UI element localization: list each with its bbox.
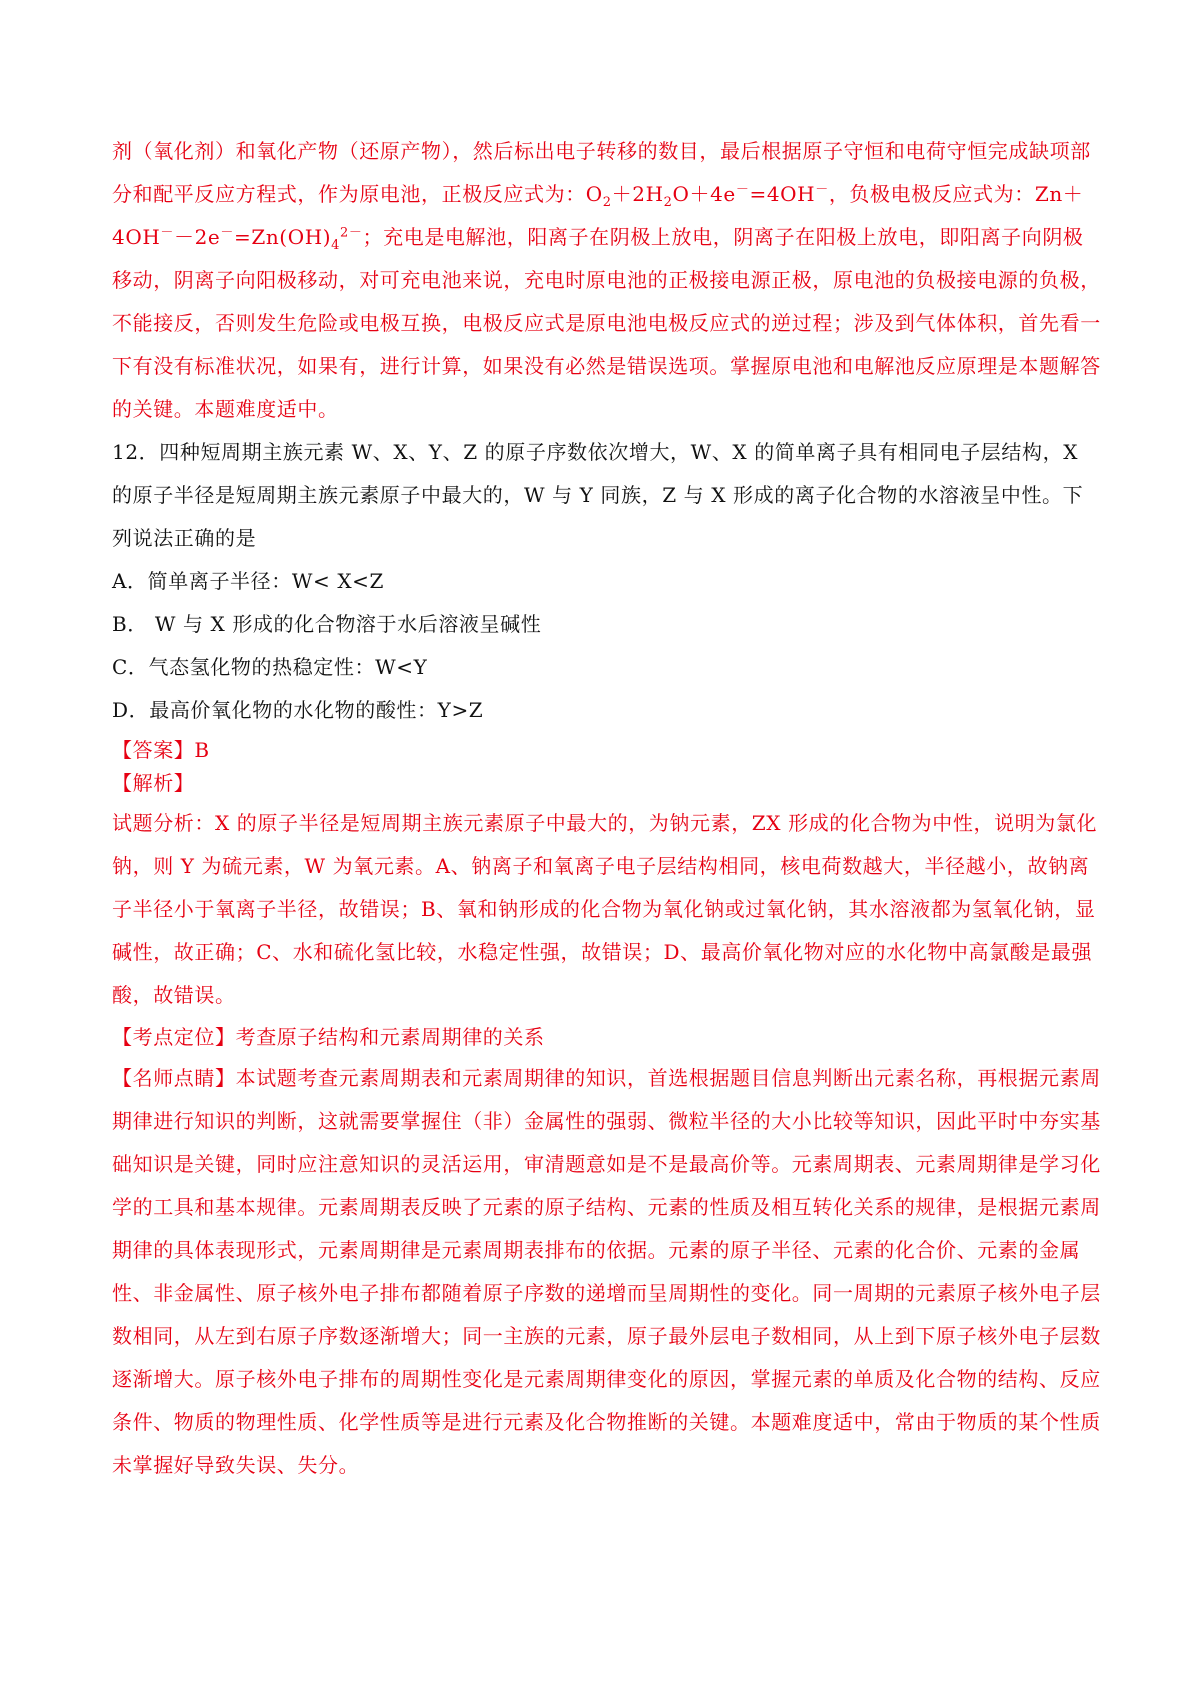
answer-value: B xyxy=(194,738,210,762)
continuation-text: O＋4e xyxy=(672,182,736,206)
previous-analysis-continuation xyxy=(112,130,1102,431)
option-a: A．简单离子半径：W< X<Z xyxy=(112,569,385,593)
continuation-text: －2e xyxy=(173,225,221,249)
analysis-text: 试题分析：X 的原子半径是短周期主族元素原子中最大的，为钠元素，ZX 形成的化合物为中性，说明为氯化钠，则 Y 为硫元素，W 为氧元素。A、钠离子和氧离子电子层结构相同，核电荷数越大，半径越小，故钠离子半径小于氧离子半径，故错误；B、氧和钠形成的化合物为氧化钠或过氧化钠，其水溶液都为氢氧化钠，显碱性，故正确；C、水和硫化氢比较，水稳定性强，故错误；D、最高价氧化物对应的水化物中高氯酸是最强酸，故错误。 xyxy=(112,811,1098,1007)
answer-line xyxy=(112,734,1102,767)
page-content xyxy=(112,130,1102,1487)
teacher-note-text: 本试题考查元素周期表和元素周期律的知识，首选根据题目信息判断出元素名称，再根据元素周期律进行知识的判断，这就需要掌握住（非）金属性的强弱、微粒半径的大小比较等知识，因此平时中夯实基础知识是关键，同时应注意知识的灵活运用，审清题意如是不是最高价等。元素周期表、元素周期律是学习化学的工具和基本规律。元素周期表反映了元素的原子结构、元素的性质及相互转化关系的规律，是根据元素周期律的具体表现形式，元素周期律是元素周期表排布的依据。元素的原子半径、元素的化合价、元素的金属性、非金属性、原子核外电子排布都随着原子序数的递增而呈周期性的变化。同一周期的元素原子核外电子层数相同，从左到右原子序数逐渐增大；同一主族的元素，原子最外层电子数相同，从上到下原子核外电子层数逐渐增大。原子核外电子排布的周期性变化是元素周期律变化的原因，掌握元素的单质及化合物的结构、反应条件、物质的物理性质、化学性质等是进行元素及化合物推断的关键。本题难度适中，常由于物质的某个性质未掌握好导致失误、失分。 xyxy=(112,1066,1101,1477)
continuation-text: =Zn(OH) xyxy=(233,225,332,249)
superscript: － xyxy=(815,182,829,198)
superscript: － xyxy=(220,225,234,241)
option-d: D．最高价氧化物的水化物的酸性：Y>Z xyxy=(112,698,484,722)
subscript: 4 xyxy=(331,238,341,253)
continuation-text: 剂（氧化剂）和氧化产物（还原产物），然后标出电子转移的数目，最后根据原子守恒和电荷守恒完成缺项部分和配平反应方程式，作为原电池，正极反应式为：O xyxy=(112,139,1091,206)
superscript: － xyxy=(160,225,174,241)
continuation-text: ＋2H xyxy=(611,182,664,206)
teacher-note-line xyxy=(112,1057,1102,1487)
subscript: 2 xyxy=(602,195,612,210)
subscript: 2 xyxy=(663,195,673,210)
superscript: － xyxy=(735,182,750,198)
teacher-note-label: 【名师点睛】 xyxy=(112,1066,236,1090)
answer-label: 【答案】 xyxy=(112,738,195,762)
option-b: B． W 与 X 形成的化合物溶于水后溶液呈碱性 xyxy=(112,612,542,636)
superscript: 2－ xyxy=(340,225,363,241)
exam-point-label: 【考点定位】 xyxy=(112,1025,236,1049)
question-stem: 12．四种短周期主族元素 W、X、Y、Z 的原子序数依次增大，W、X 的简单离子具有相同电子层结构，X 的原子半径是短周期主族元素原子中最大的，W 与 Y 同族，Z 与 X 形成的离子化合物的水溶液呈中性。下列说法正确的是 xyxy=(112,440,1084,550)
exam-point-text: 考查原子结构和元素周期律的关系 xyxy=(235,1025,545,1049)
option-c: C．气态氢化物的热稳定性：W<Y xyxy=(112,655,428,679)
analysis-label: 【解析】 xyxy=(112,771,195,795)
continuation-text: ；充电是电解池，阳离子在阴极上放电，阴离子在阳极上放电，即阳离子向阴极移动，阴离子向阳极移动，对可充电池来说，充电时原电池的正极接电源正极，原电池的负极接电源的负极，不能接反，否则发生危险或电极互换，电极反应式是原电池电极反应式的逆过程；涉及到气体体积，首先看一下有没有标准状况，如果有，进行计算，如果没有必然是错误选项。掌握原电池和电解池反应原理是本题解答的关键。本题难度适中。 xyxy=(112,225,1101,421)
exam-point-line xyxy=(112,1021,1102,1054)
continuation-text: =4OH xyxy=(749,182,816,206)
continuation-text: ，负极电极反应式为：Zn＋4OH xyxy=(112,182,1084,249)
